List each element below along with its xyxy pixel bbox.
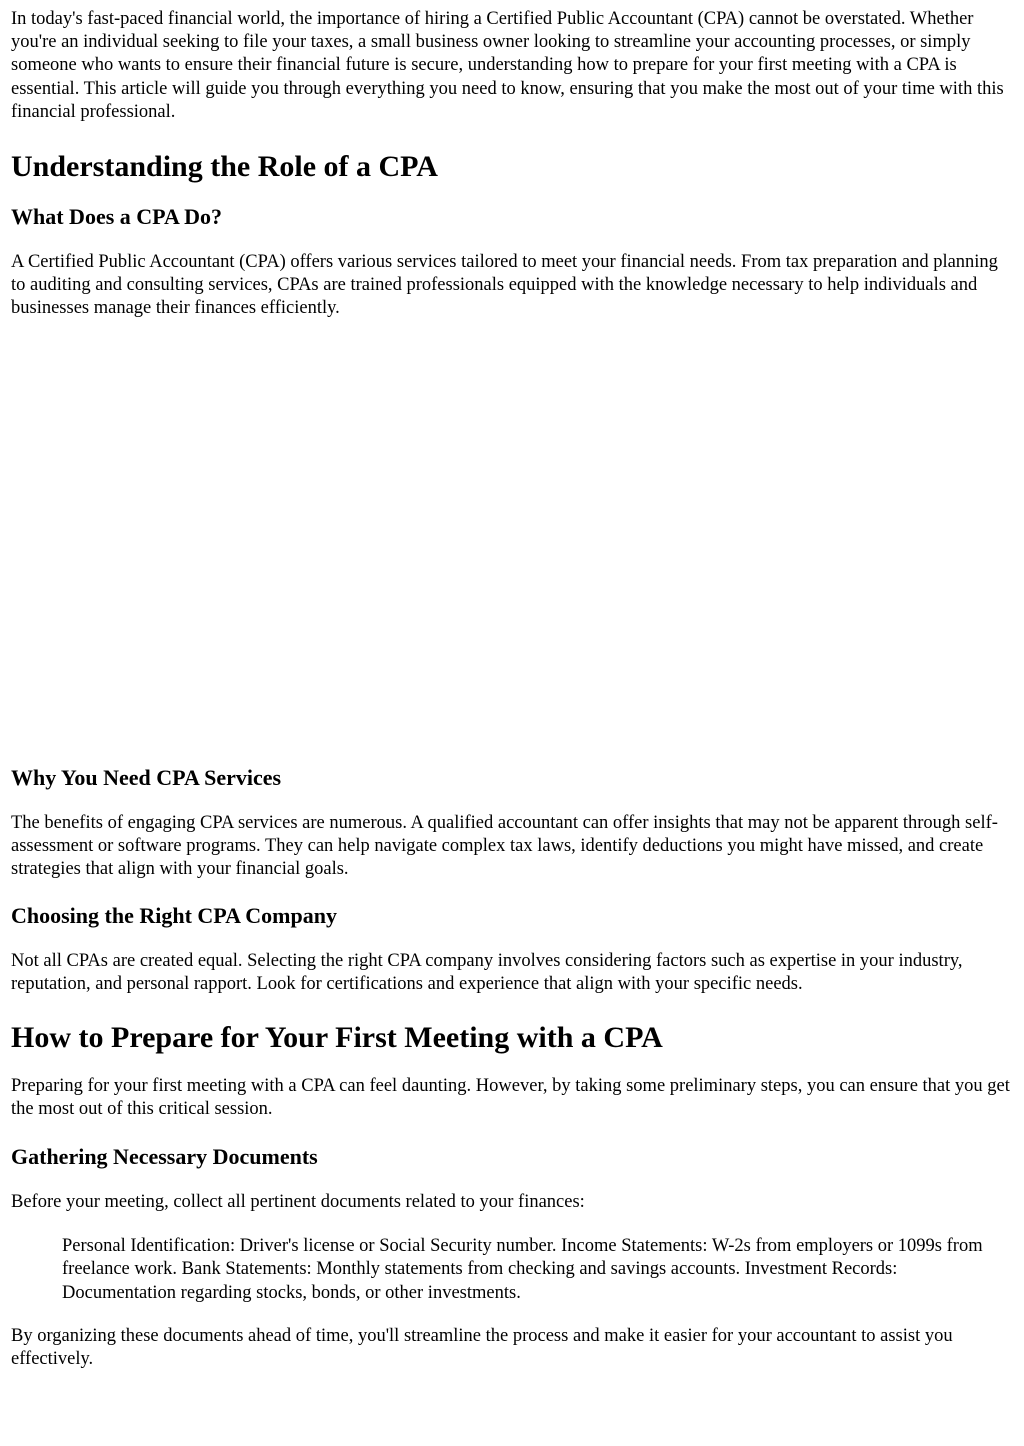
heading-prepare-first-meeting: How to Prepare for Your First Meeting with a CPA — [11, 1020, 663, 1054]
intro-paragraph: In today's fast-paced financial world, the importance of hiring a Certified Public Accountant (CPA) cannot be overstated. Whether you're an individual seeking to file your taxes, a small business owner looking to streamline your accounting processes, or simply someone who wants to ensure their financial future is secure, understanding how to prepare for your first meeting with a CPA is essential. This article will guide you through everything you need to know, ensuring that you make the most out of your time with this financial professional. — [11, 9, 1004, 122]
why-need-cpa-paragraph: The benefits of engaging CPA services are numerous. A qualified accountant can offer insights that may not be apparent through self-assessment or software programs. They can help navigate complex tax laws, identify deductions you might have missed, and create strategies that align with your financial goals. — [11, 812, 998, 880]
organize-documents-paragraph: By organizing these documents ahead of time, you'll streamline the process and make it easier for your accountant to assist you effectively. — [11, 1325, 953, 1370]
heading-why-need-cpa: Why You Need CPA Services — [11, 764, 282, 790]
heading-role-of-cpa: Understanding the Role of a CPA — [11, 150, 438, 184]
what-does-cpa-do-paragraph: A Certified Public Accountant (CPA) offers various services tailored to meet your financial needs. From tax preparation and planning to auditing and consulting services, CPAs are trained professionals equipped with the knowledge necessary to help individuals and businesses manage their finances efficiently. — [11, 252, 998, 319]
heading-choosing-cpa: Choosing the Right CPA Company — [11, 903, 337, 929]
gathering-documents-paragraph: Before your meeting, collect all pertinent documents related to your finances: — [11, 1192, 585, 1213]
blank-content-area — [11, 321, 1014, 764]
choosing-cpa-paragraph: Not all CPAs are created equal. Selecting the right CPA company involves considering factors such as expertise in your industry, reputation, and personal rapport. Look for certifications and experience that align with your specific needs. — [11, 951, 963, 995]
heading-gathering-documents: Gathering Necessary Documents — [11, 1144, 318, 1170]
documents-list: Personal Identification: Driver's license or Social Security number. Income Statements: W-2s from employers or 1099s from freelance work. Bank Statements: Monthly statements from checking and savings accounts. Investment Records: Documentation regarding stocks, bonds, or other investments. — [62, 1236, 983, 1303]
prepare-intro-paragraph: Preparing for your first meeting with a CPA can feel daunting. However, by taking some preliminary steps, you can ensure that you get the most out of this critical session. — [11, 1075, 1010, 1119]
heading-what-does-cpa-do: What Does a CPA Do? — [11, 204, 223, 230]
